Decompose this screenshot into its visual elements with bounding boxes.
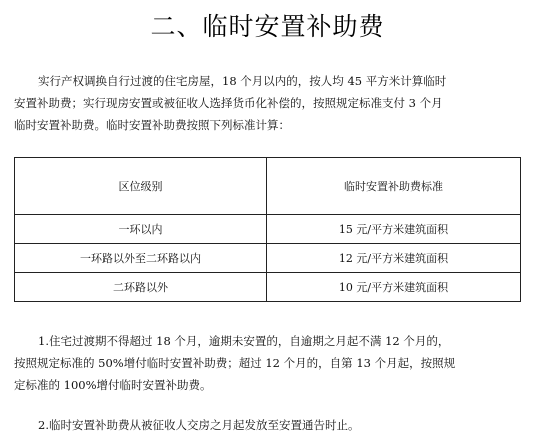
intro-line-3: 临时安置补助费。临时安置补助费按照下列标准计算： <box>14 118 290 132</box>
intro-paragraph <box>14 70 522 136</box>
header-subsidy-standard: 临时安置补助费标准 <box>267 158 521 215</box>
table-row <box>15 273 521 302</box>
table-header-row <box>15 158 521 215</box>
note-1-paragraph <box>14 330 522 396</box>
cell-zone: 一环路以外至二环路以内 <box>15 244 267 273</box>
note-2-paragraph <box>14 414 522 436</box>
cell-standard: 10 元/平方米建筑面积 <box>267 273 521 302</box>
header-zone-level: 区位级别 <box>15 158 267 215</box>
note-1-line-2: 按照规定标准的 50%增付临时安置补助费；超过 12 个月的，自第 13 个月起，按照规 <box>14 356 456 370</box>
table-row <box>15 215 521 244</box>
section-title: 二、临时安置补助费 <box>150 12 385 41</box>
cell-zone: 二环路以外 <box>15 273 267 302</box>
subsidy-standard-table <box>14 157 521 302</box>
note-2-line-1: 2.临时安置补助费从被征收人交房之月起发放至安置通告时止。 <box>38 418 360 432</box>
cell-standard: 12 元/平方米建筑面积 <box>267 244 521 273</box>
cell-zone: 一环以内 <box>15 215 267 244</box>
table-row <box>15 244 521 273</box>
note-1-line-3: 定标准的 100%增付临时安置补助费。 <box>14 378 212 392</box>
cell-standard: 15 元/平方米建筑面积 <box>267 215 521 244</box>
intro-line-2: 安置补助费；实行现房安置或被征收人选择货币化补偿的，按照规定标准支付 3 个月 <box>14 96 443 110</box>
note-1-line-1: 1.住宅过渡期不得超过 18 个月，逾期未安置的，自逾期之月起不满 12 个月的， <box>38 334 450 348</box>
intro-line-1: 实行产权调换自行过渡的住宅房屋，18 个月以内的，按人均 45 平方米计算临时 <box>38 74 447 88</box>
